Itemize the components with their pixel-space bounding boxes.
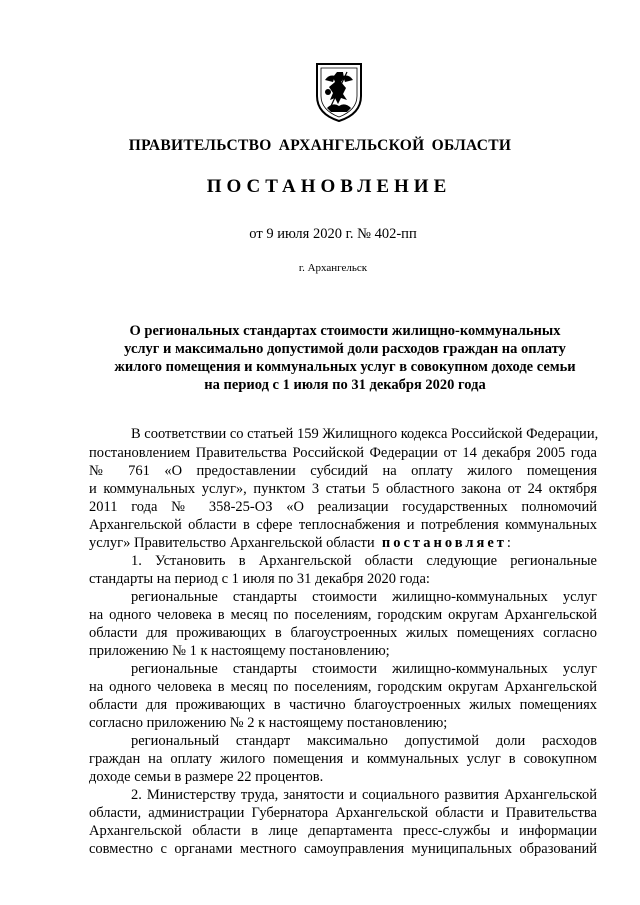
body-line: постановлением Правительства Российской Федерации от 14 декабря 2005 года <box>89 445 597 461</box>
document-type: ПОСТАНОВЛЕНИЕ <box>206 176 452 197</box>
document-city: г. Архангельск <box>298 262 368 274</box>
title-line: услуг и максимально допустимой доли расходов граждан на оплату <box>124 341 566 357</box>
body-line: 1. Установить в Архангельской области следующие региональные <box>131 553 597 569</box>
document-title <box>95 322 595 394</box>
body-line: услуг» Правительство Архангельской области <box>89 535 375 551</box>
body-line: региональные стандарты стоимости жилищно-коммунальных услуг <box>131 661 597 677</box>
body-line: региональные стандарты стоимости жилищно-коммунальных услуг <box>131 589 597 605</box>
decree-colon: : <box>506 535 511 551</box>
body-line: на одного человека в месяц по поселениям, городским округам Архангельской <box>89 607 597 623</box>
title-line: жилого помещения и коммунальных услуг в совокупном доходе семьи <box>114 359 576 375</box>
decree-word: постановляет <box>381 535 507 551</box>
body-line: 2. Министерству труда, занятости и социального развития Архангельской <box>131 787 597 803</box>
body-line: Архангельской области в сфере теплоснабжения и потребления коммунальных <box>89 517 597 533</box>
body-line: доходе семьи в размере 22 процентов. <box>89 769 324 785</box>
body-line: согласно приложению № 2 к настоящему постановлению; <box>89 715 448 731</box>
body-line: приложению № 1 к настоящему постановлению; <box>89 643 390 659</box>
body-line: 2011 года № 358-25-ОЗ «О реализации государственных полномочий <box>89 499 597 515</box>
title-line: на период с 1 июля по 31 декабря 2020 года <box>204 377 486 393</box>
body-line: области, администрации Губернатора Архангельской области и Правительства <box>89 805 597 821</box>
document-date-number: от 9 июля 2020 г. № 402-пп <box>249 226 417 242</box>
coat-of-arms-icon <box>313 60 365 124</box>
body-line-decree <box>89 534 597 552</box>
body-line: граждан на оплату жилого помещения и коммунальных услуг в совокупном <box>89 751 597 767</box>
body-line: Архангельской области в лице департамента пресс-службы и информации <box>89 823 597 839</box>
body-line: на одного человека в месяц по поселениям, городским округам Архангельской <box>89 679 597 695</box>
title-line: О региональных стандартах стоимости жилищно-коммунальных <box>129 323 561 339</box>
body-line: стандарты на период с 1 июля по 31 декабря 2020 года: <box>89 571 430 587</box>
government-name: ПРАВИТЕЛЬСТВО АРХАНГЕЛЬСКОЙ ОБЛАСТИ <box>128 137 512 154</box>
body-line: № 761 «О предоставлении субсидий на оплату жилого помещения <box>89 463 597 479</box>
body-line: совместно с органами местного самоуправления муниципальных образований <box>89 841 597 857</box>
body-line: и коммунальных услуг», пунктом 3 статьи 5 областного закона от 24 октября <box>89 481 597 497</box>
body-line: В соответствии со статьей 159 Жилищного кодекса Российской Федерации, <box>131 426 599 442</box>
body-line: региональный стандарт максимально допустимой доли расходов <box>131 733 597 749</box>
body-line: области для проживающих в частично благоустроенных жилых помещениях <box>89 697 597 713</box>
body-line: области для проживающих в благоустроенных жилых помещениях согласно <box>89 625 597 641</box>
